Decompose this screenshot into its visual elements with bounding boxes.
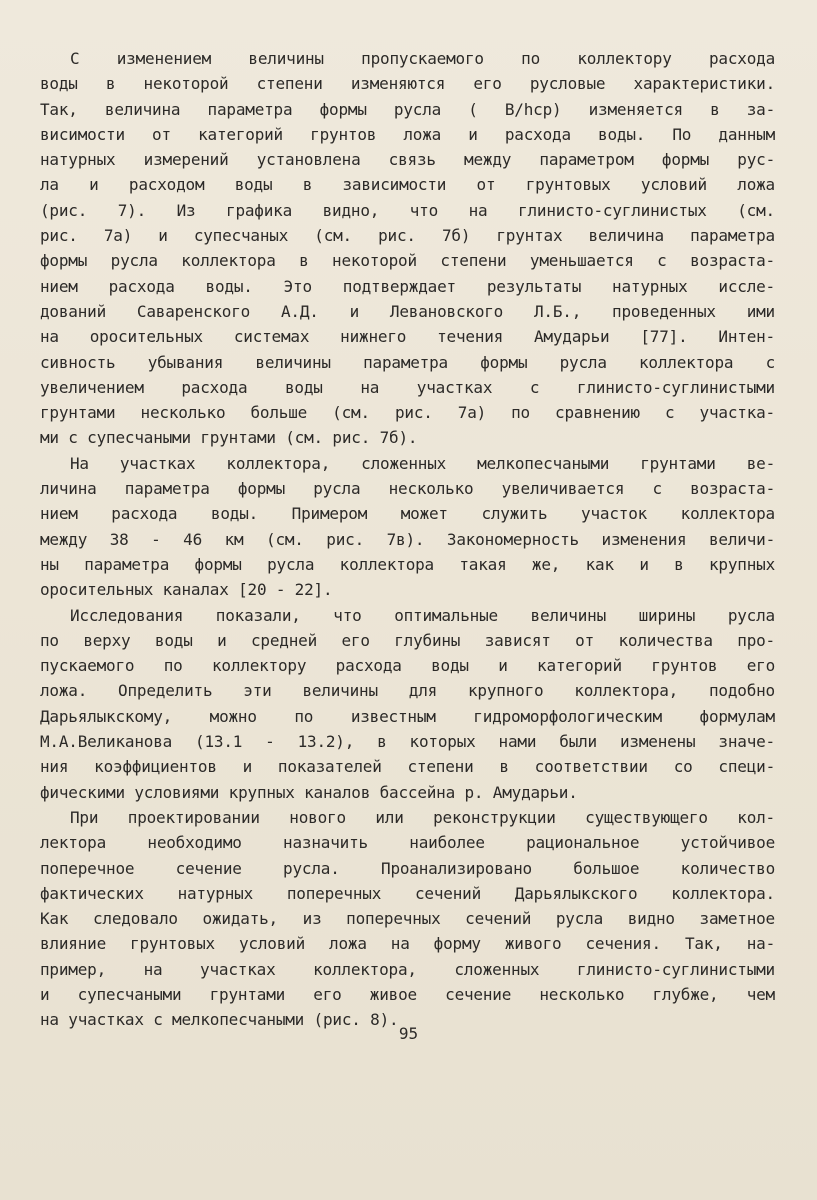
text-line: между 38 - 46 км (см. рис. 7в). Закономерность изменения величи-: [40, 529, 775, 549]
text-line: нием расхода воды. Примером может служить участок коллектора: [40, 504, 775, 524]
text-line: сивность убывания величины параметра формы русла коллектора с: [40, 352, 775, 372]
text-line: При проектировании нового или реконструкции существующего кол-: [70, 807, 775, 827]
text-line: оросительных каналах [20 - 22].: [40, 580, 333, 600]
text-line: Исследования показали, что оптимальные величины ширины русла: [70, 605, 775, 625]
text-line: по верху воды и средней его глубины зависят от количества про-: [40, 630, 775, 650]
text-line: формы русла коллектора в некоторой степени уменьшается с возраста-: [40, 251, 775, 271]
paragraph-4: [40, 805, 775, 1033]
text-line: С изменением величины пропускаемого по коллектору расхода: [70, 49, 775, 68]
text-line: ны параметра формы русла коллектора такая же, как и в крупных: [40, 554, 775, 574]
page-number: 95: [398, 1024, 419, 1043]
text-line: и супесчаными грунтами его живое сечение несколько глубже, чем: [40, 984, 775, 1004]
text-line: нием расхода воды. Это подтверждает результаты натурных иссле-: [40, 276, 775, 296]
text-line: на участках с мелкопесчаными (рис. 8).: [40, 1010, 399, 1030]
text-line: личина параметра формы русла несколько увеличивается с возраста-: [40, 479, 775, 499]
text-line: грунтами несколько больше (см. рис. 7а) по сравнению с участка-: [40, 403, 775, 423]
text-line: поперечное сечение русла. Проанализировано большое количество: [40, 858, 775, 878]
text-line: ложа. Определить эти величины для крупного коллектора, подобно: [40, 681, 775, 701]
paragraph-1: [40, 46, 775, 451]
paragraph-3: [40, 603, 775, 805]
text-line: Дарьялыкскому, можно по известным гидроморфологическим формулам: [40, 706, 775, 726]
text-line: ния коэффициентов и показателей степени в соответствии со специ-: [40, 757, 775, 777]
text-line: Так, величина параметра формы русла ( B/hср) изменяется в за-: [40, 99, 775, 119]
text-line: М.А.Великанова (13.1 - 13.2), в которых нами были изменены значе-: [40, 732, 775, 752]
text-line: воды в некоторой степени изменяются его русловые характеристики.: [40, 74, 775, 94]
text-line: ла и расходом воды в зависимости от грунтовых условий ложа: [40, 175, 775, 195]
text-line: дований Саваренского А.Д. и Левановского Л.Б., проведенных ими: [40, 301, 775, 321]
text-line: ми с супесчаными грунтами (см. рис. 7б).: [40, 428, 418, 448]
text-line: Как следовало ожидать, из поперечных сечений русла видно заметное: [40, 909, 775, 929]
text-line: рис. 7а) и супесчаных (см. рис. 7б) грунтах величина параметра: [40, 226, 775, 246]
text-line: увеличением расхода воды на участках с глинисто-суглинистыми: [40, 377, 775, 397]
text-line: натурных измерений установлена связь между параметром формы рус-: [40, 150, 775, 170]
text-line: на оросительных системах нижнего течения Амударьи [77]. Интен-: [40, 327, 775, 347]
text-line: пример, на участках коллектора, сложенных глинисто-суглинистыми: [40, 959, 775, 979]
text-line: лектора необходимо назначить наиболее рациональное устойчивое: [40, 833, 775, 853]
text-line: пускаемого по коллектору расхода воды и категорий грунтов его: [40, 656, 775, 676]
body-text: [40, 46, 775, 1033]
text-line: На участках коллектора, сложенных мелкопесчаными грунтами ве-: [70, 453, 775, 473]
text-line: фическими условиями крупных каналов бассейна р. Амударьи.: [40, 782, 578, 802]
text-line: (рис. 7). Из графика видно, что на глинисто-суглинистых (см.: [40, 200, 775, 220]
text-line: фактических натурных поперечных сечений Дарьялыкского коллектора.: [40, 883, 775, 903]
paragraph-2: [40, 451, 775, 603]
text-line: висимости от категорий грунтов ложа и расхода воды. По данным: [40, 124, 775, 144]
text-line: влияние грунтовых условий ложа на форму живого сечения. Так, на-: [40, 934, 775, 954]
